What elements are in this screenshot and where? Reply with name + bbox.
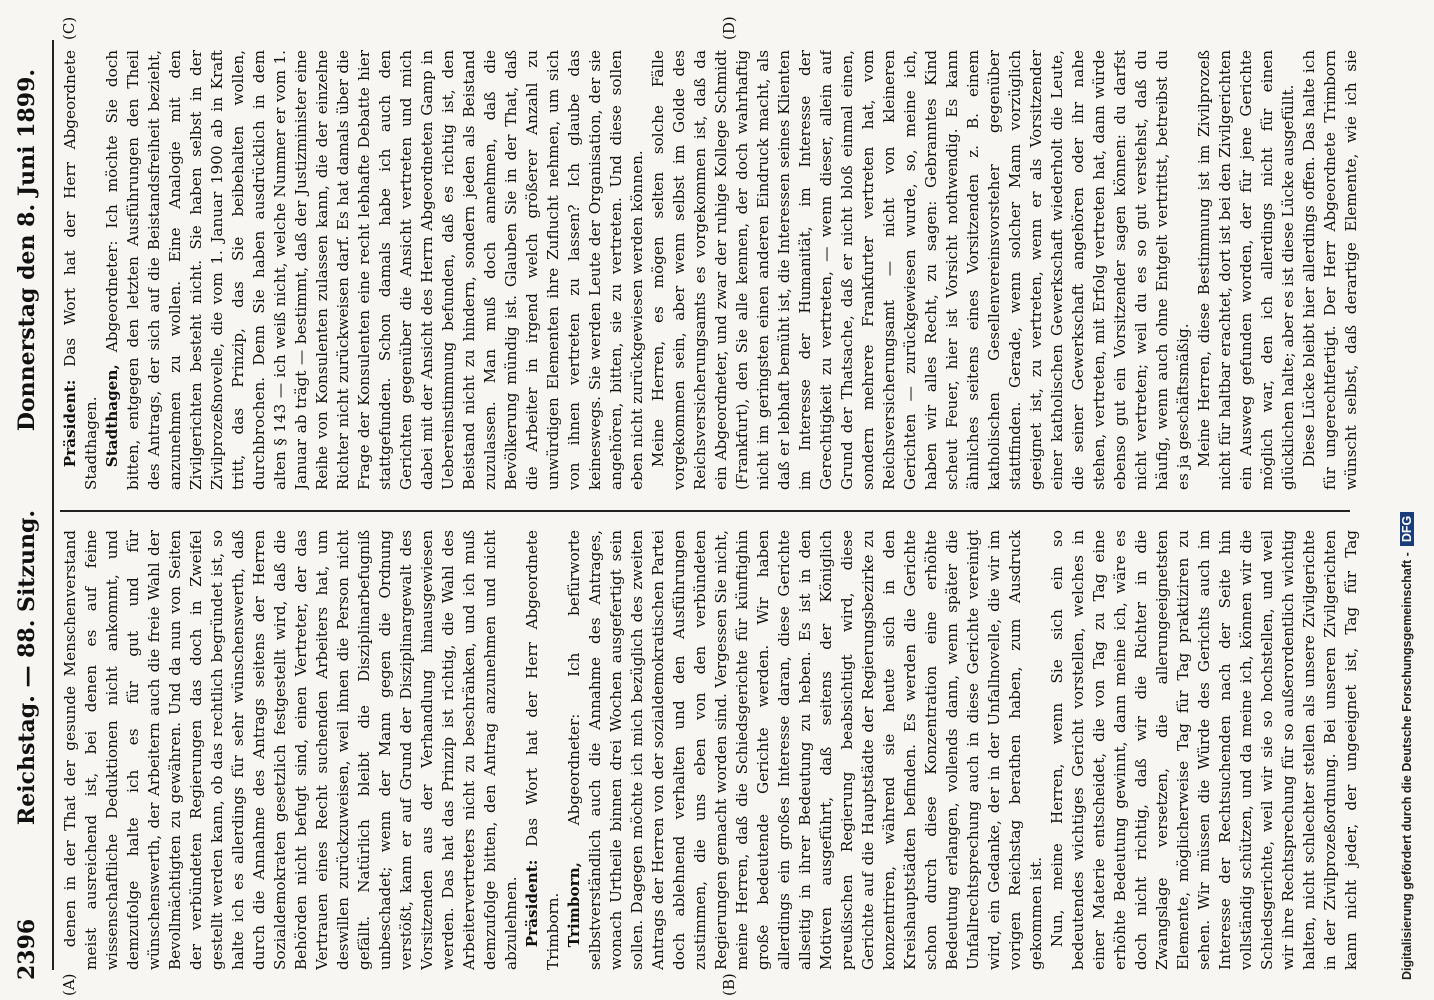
session-title: Reichstag. — 88. Sitzung. bbox=[14, 510, 40, 826]
speaker-paragraph bbox=[564, 530, 1047, 970]
page-number: 2396 bbox=[14, 918, 40, 980]
credit-text: Digitalisierung gefördert durch die Deutsche Forschungsgemeinschaft - bbox=[1400, 552, 1414, 980]
speaker-name: Trimborn, bbox=[565, 862, 583, 948]
body-paragraph: Nun, meine Herren, wenn Sie sich ein so bedeutendes wichtiges Gericht vorstellen, welches in einer Materie entscheidet, die von Tag zu Tag eine erhöhte Bedeutung gewinnt, dann meine ich, wäre es doch nicht richtig, daß wir die Richter in die Zwangslage versetzen, die allerungeeignetsten Elemente, möglicherweise Tag für Tag praktiziren zu sehen. Wir müssen die Würde des Gerichts auch im Interesse der Rechtsuchenden nach der Seite hin vollständig schützen, und da meine ich, können wir die Schiedsgerichte, weil wir sie so hochstellen, und weil wir ihre Rechtsprechung für so außerordentlich wichtig halten, nicht schlechter stellen als unsere Zivilgerichte in der Zivilprozeßordnung. Bei unseren Zivilgerichten kann nicht jeder, der ungeeignet ist, Tag für Tag bbox=[1048, 530, 1360, 970]
speaker-name: Präsident: bbox=[61, 379, 79, 468]
column-divider bbox=[60, 511, 1350, 513]
speaker-paragraph bbox=[60, 50, 102, 490]
margin-marker-d: (D) bbox=[720, 16, 738, 40]
left-text-column bbox=[60, 530, 1360, 970]
speaker-paragraph bbox=[102, 50, 648, 490]
speaker-text: Abgeordneter: Ich befürworte selbstverständlich auch die Annahme des Antrages, wonach Urtheile binnen drei Wochen ausgefertigt sein sollen. Dagegen möchte ich mich bezüglich des zweiten Antrags der Herren von der sozialdemokratischen Partei doch ablehnend verhalten und den Ausführungen zustimmen, die uns eben von den verbündeten Regierungen gemacht worden sind. Vergessen Sie nicht, meine Herren, daß die Schiedsgerichte für künftighin große bedeutende Gerichte werden. Wir haben allerdings ein großes Interesse daran, diese Gerichte allseitig in ihrer Bedeutung zu heben. Es ist in den Motiven ausgeführt, daß seitens der Königlich preußischen Regierung beabsichtigt wird, diese Gerichte auf die Hauptstädte der Regierungsbezirke zu konzentriren, während sie heute sich in den Kreishauptstädten befinden. Es werden die Gerichte schon durch diese Konzentration eine erhöhte Bedeutung erlangen, vollends dann, wenn später die Unfallrechtsprechung auch in diese Gerichte vereinigt wird, ein Gedanke, der in der Unfallnovelle, die wir im vorigen Reichstag berathen haben, zum Ausdruck gekommen ist. bbox=[565, 530, 1045, 970]
dfg-logo: DFG bbox=[1400, 512, 1414, 546]
margin-marker-c: (C) bbox=[60, 16, 78, 40]
speaker-text: Das Wort hat der Herr Abgeordnete Stadthagen. bbox=[61, 50, 100, 490]
body-paragraph: Meine Herren, diese Bestimmung ist im Zivilprozeß nicht für haltbar erachtet, dort ist bei den Zivilgerichten ein Ausweg gefunden worden, der für jene Gerichte möglich war, den ich allerdings nicht für einen glücklichen halte; aber es ist diese Lücke ausgefüllt. bbox=[1195, 50, 1297, 490]
speaker-name: Stadthagen, bbox=[103, 364, 121, 468]
body-paragraph: denen in der That der gesunde Menschenverstand meist ausreichend ist, bei denen es auf feine wissenschaftliche Deduktionen nicht ankommt, und demzufolge halte ich es für gut und für wünschenswerth, der Arbeitern auch die freie Wahl der Bevollmächtigten zu gewähren. Und da nun von Seiten der verbündeten Regierungen das doch in Zweifel gestellt werden kann, ob das rechtlich begründet ist, so halte ich es allerdings für sehr wünschenswerth, daß durch die Annahme des Antrags seitens der Herren Sozialdemokraten gesetzlich festgestellt wird, daß die Behörden nicht befugt sind, einen Vertreter, der das Vertrauen eines Recht suchenden Arbeiters hat, um deswillen zurückzuweisen, weil ihnen die Person nicht gefällt. Natürlich bleibt die Disziplinarbefugniß unbeschadet; wenn der Mann gegen die Ordnung verstößt, kann er auf Grund der Disziplinargewalt des Vorsitzenden aus der Verhandlung hinausgewiesen werden. Das hat das Prinzip ist richtig, die Wahl des Arbeitervertreters nicht zu beschränken, und ich muß demzufolge bitten, den Antrag anzunehmen und nicht abzulehnen. bbox=[61, 530, 520, 970]
body-paragraph: Diese Lücke bleibt hier allerdings offen. Das halte ich für ungerechtfertigt. Der Herr Abgeordnete Trimborn wünscht selbst, daß derartige Elemente, wie ich sie bbox=[1300, 50, 1360, 490]
margin-marker-b: (B) bbox=[720, 973, 738, 996]
body-paragraph: Meine Herren, es mögen selten solche Fälle vorgekommen sein, aber wenn selbst im Golde des Reichsversicherungsamts es vorgekommen ist, daß da ein Abgeordneter, und zwar der ruhige Kollege Schmidt (Frankfurt), den Sie alle kennen, der doch wahrhaftig nicht im geringsten einen anderen Eindruck macht, als daß er lebhaft bemüht ist, die Interessen seines Klienten im Interesse der Humanität, im Interesse der Gerechtigkeit zu vertreten, — wenn dieser, allein auf Grund der Thatsache, daß er nicht bloß einmal einen, sondern mehrere Frankfurter vertreten hat, vom Reichsversicherungsamt — nicht von kleineren Gerichten — zurückgewiesen wurde, so, meine ich, haben wir alles Recht, zu sagen: Gebranntes Kind scheut Feuer, hier ist Vorsicht nothwendig. Es kann ähnliches seitens eines Vorsitzenden z. B. einem katholischen Gesellenvereinsvorsteher gegenüber stattfinden. Gerade, wenn solcher Mann vorzüglich geeignet ist, zu vertreten, wenn er als Vorsitzender einer katholischen Gewerkschaft wiederholt die Leute, die seiner Gewerkschaft angehören oder ihr nahe stehen, vertreten, mit Erfolg vertreten hat, dann würde ebenso gut ein Vorsitzender sagen können: du darfst nicht vertreten; weil du es so gut verstehst, daß du häufig, wenn auch ohne Entgelt vertrittst, betreibst du es ja geschäftsmäßig. bbox=[649, 50, 1192, 490]
header-left bbox=[14, 510, 40, 980]
speaker-text: Abgeordneter: Ich möchte Sie doch bitten, entgegen den letzten Ausführungen den Theil des Antrags, der sich auf die Beistandsfreiheit bezieht, anzunehmen zu wollen. Eine Analogie mit den Zivilgerichten besteht nicht. Sie haben selbst in der Zivilprozeßnovelle, die vom 1. Januar 1900 ab in Kraft tritt, das Prinzip, das Sie beibehalten wollen, durchbrochen. Denn Sie haben ausdrücklich in dem alten § 143 — ich weiß nicht, welche Nummer er vom 1. Januar ab trägt — bestimmt, daß der Justizminister eine Reihe von Konsulenten zulassen kann, die der einzelne Richter nicht zurückweisen darf. Es hat damals über die Frage der Konsulenten eine recht lebhafte Debatte hier stattgefunden. Schon damals habe ich auch den Gerichten gegenüber die Ansicht vertreten und mich dabei mit der Ansicht des Herrn Abgeordneten Gamp in Uebereinstimmung befunden, daß es richtig ist, den Beistand nicht zu hindern, sondern jeden als Beistand zuzulassen. Man muß doch annehmen, daß die Bevölkerung mündig ist. Glauben Sie in der That, daß die Arbeiter in irgend welch größerer Anzahl zu unwürdigen Elementen ihre Zuflucht nehmen, um sich von ihnen vertreten zu lassen? Ich glaube das keineswegs. Sie werden Leute der Organisation, der sie angehören, bitten, sie zu vertreten. Und diese sollen eben nicht zurückgewiesen werden können. bbox=[103, 50, 646, 490]
page-header bbox=[14, 20, 54, 980]
credit-line bbox=[1400, 512, 1414, 980]
right-text-column bbox=[60, 50, 1360, 490]
speaker-paragraph bbox=[522, 530, 564, 970]
session-date: Donnerstag den 8. Juni 1899. bbox=[14, 68, 40, 432]
margin-marker-a: (A) bbox=[60, 973, 78, 996]
digitization-credit bbox=[1400, 20, 1430, 980]
speaker-name: Präsident: bbox=[523, 859, 541, 948]
speaker-text: Das Wort hat der Herr Abgeordnete Trimborn. bbox=[523, 530, 562, 970]
header-rule bbox=[52, 40, 54, 970]
